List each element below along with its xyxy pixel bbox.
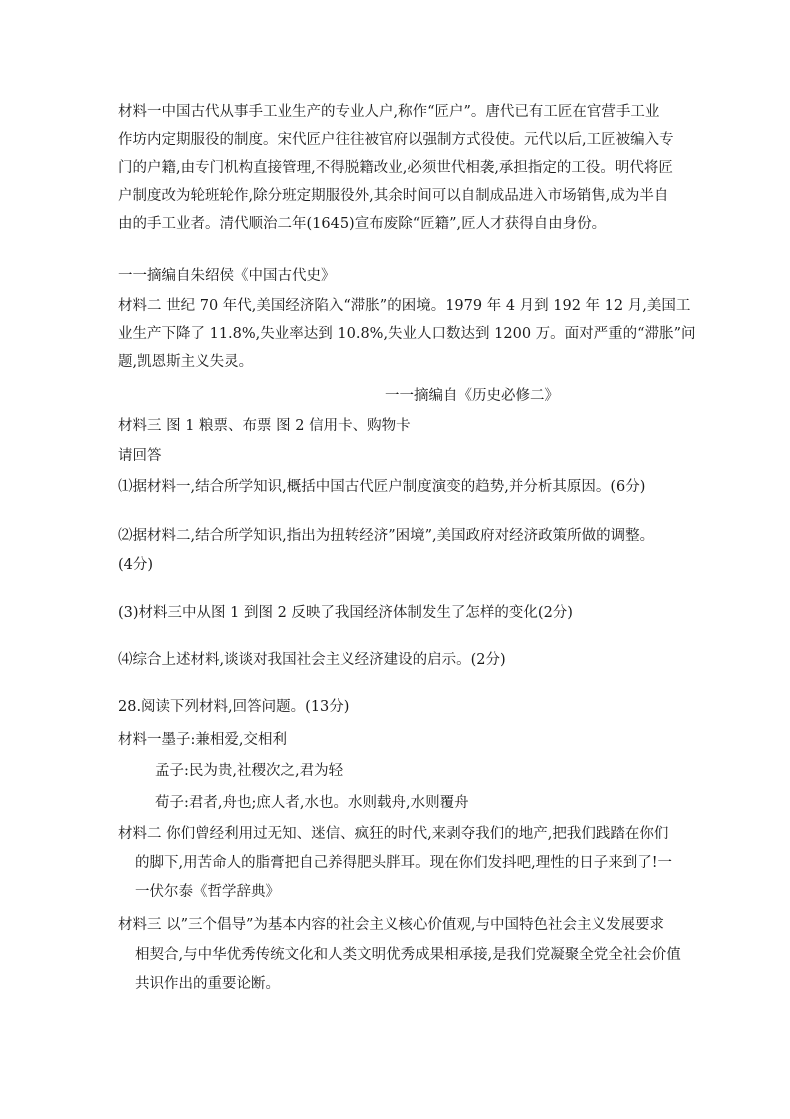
text-line: 题,凯恩斯主义失灵。 [118,354,254,370]
text-line: 门的户籍,由专门机构直接管理,不得脱籍改业,必须世代相袭,承担指定的工役。明代将匠 [118,160,673,176]
section-heading: 请回答 [118,448,162,464]
question-28-heading: 28.阅读下列材料,回答问题。(13分) [118,699,350,715]
question-2: ⑵据材料二,结合所学知识,指出为扭转经济”困境”,美国政府对经济政策所做的调整。 [118,528,655,544]
text-line: 荀子:君者,舟也;庶人者,水也。水则载舟,水则覆舟 [155,795,469,811]
source-citation: 一一摘编自《历史必修二》 [385,388,559,404]
question-2-score: (4分) [118,557,154,573]
text-line: 户制度改为轮班轮作,除分班定期服役外,其余时间可以自制成品进入市场销售,成为半自 [118,188,669,204]
text-line: 作坊内定期服役的制度。宋代匠户往往被官府以强制方式役使。元代以后,工匠被编入专 [118,132,674,148]
text-line: 材料一墨子:兼相爱,交相利 [118,732,287,748]
source-citation: 一一摘编自朱绍侯《中国古代史》 [118,268,336,284]
text-line: 材料一中国古代从事手工业生产的专业人户,称作“匠户”。唐代已有工匠在官营手工业 [118,104,660,120]
text-line: 相契合,与中华优秀传统文化和人类文明优秀成果相承接,是我们党凝聚全党全社会价值 [135,947,681,963]
question-4: ⑷综合上述材料,谈谈对我国社会主义经济建设的启示。(2分) [118,652,506,668]
text-line: 一伏尔泰《哲学辞典》 [135,884,280,900]
text-line: 的脚下,用苦命人的脂膏把自己养得肥头胖耳。现在你们发抖吧,理性的日子来到了!一 [135,855,673,871]
text-line: 材料二 你们曾经利用过无知、迷信、疯狂的时代,来剥夺我们的地产,把我们践踏在你们 [118,826,669,842]
text-line: 材料三 以”三个倡导”为基本内容的社会主义核心价值观,与中国特色社会主义发展要求 [118,917,665,933]
text-line: 材料二 世纪 70 年代,美国经济陷入“滞胀”的困境。1979 年 4 月到 192 年 12 月,美国工 [118,298,691,314]
text-line: 共识作出的重要论断。 [135,976,280,992]
text-line: 业生产下降了 11.8%,失业率达到 10.8%,失业人口数达到 1200 万。面对严重的“滞胀”问 [118,326,696,342]
text-line: 材料三 图 1 粮票、布票 图 2 信用卡、购物卡 [118,418,411,434]
question-3: (3)材料三中从图 1 到图 2 反映了我国经济体制发生了怎样的变化(2分) [118,605,573,621]
question-1: ⑴据材料一,结合所学知识,概括中国古代匠户制度演变的趋势,并分析其原因。(6分) [118,479,646,495]
text-line: 由的手工业者。清代顺治二年(1645)宣布废除“匠籍”,匠人才获得自由身份。 [118,216,607,232]
text-line: 孟子:民为贵,社稷次之,君为轻 [155,763,344,779]
